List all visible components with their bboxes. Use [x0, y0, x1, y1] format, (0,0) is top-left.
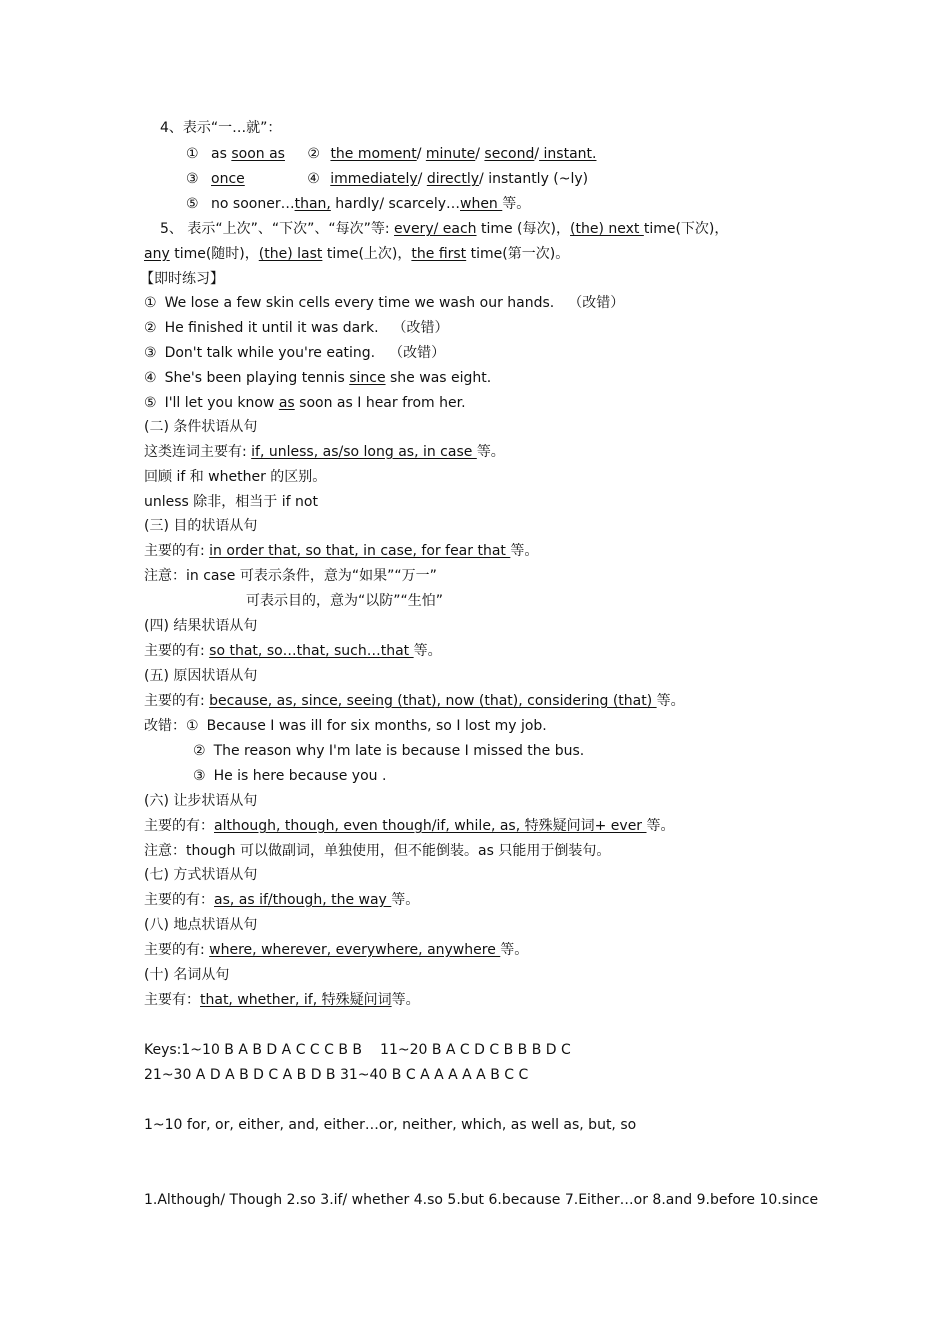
answer-keys-line: 1~10 for, or, either, and, either…or, neither, which, as well as, but, so	[144, 1117, 637, 1133]
section-4-row-3	[186, 195, 530, 213]
text: 11~20 B A C D C B B B D C	[380, 1042, 571, 1058]
underlined-text: as, as if/though, the way	[214, 892, 392, 908]
underlined-text: than,	[294, 196, 331, 212]
text-line	[144, 692, 685, 710]
text: 主要的有:	[144, 543, 210, 559]
underlined-text: the first	[411, 246, 467, 262]
text: Because I was ill for six months, so I lost my job.	[206, 718, 547, 734]
text: 主要的有:	[144, 693, 210, 709]
underlined-text: where, wherever, everywhere, anywhere	[209, 942, 501, 958]
circled-number: ③	[144, 345, 157, 361]
label: 改错：	[144, 718, 186, 734]
text-line	[144, 941, 528, 959]
separator: /	[475, 146, 485, 162]
underlined-text: once	[211, 171, 245, 187]
text: 等。	[656, 693, 685, 709]
text: time(第一次)。	[466, 246, 570, 262]
text: hardly/ scarcely…	[330, 196, 460, 212]
text: The reason why I'm late is because I missed the bus.	[213, 743, 585, 759]
text: Keys:1~10 B A B D A C C C B B	[144, 1042, 363, 1058]
circled-number: ①	[186, 146, 199, 162]
text: 等。	[510, 543, 539, 559]
underlined-text: when	[460, 196, 503, 212]
separator: /	[416, 146, 426, 162]
circled-number: ①	[186, 718, 199, 734]
correction-item	[193, 767, 386, 785]
section-5-line-2	[144, 245, 569, 263]
text: soon as I hear from her.	[294, 395, 466, 411]
underlined-text: if, unless, as/so long as, in case	[251, 444, 477, 460]
answer-keys-line: 1.Although/ Though 2.so 3.if/ whether 4.so 5.but 6.because 7.Either…or 8.and 9.before 10.since	[144, 1192, 819, 1208]
text: time(下次)，	[643, 221, 729, 237]
practice-heading: 【即时练习】	[140, 271, 224, 287]
practice-item	[144, 344, 445, 362]
underlined-text: minute	[425, 146, 476, 162]
text: time (每次)，	[476, 221, 570, 237]
text-line	[144, 817, 675, 835]
circled-number: ③	[193, 768, 206, 784]
circled-number: ⑤	[144, 395, 157, 411]
text-line	[144, 443, 505, 461]
text: Don't talk while you're eating.	[164, 345, 376, 361]
text-line: unless 除非，相当于 if not	[144, 494, 318, 510]
circled-number: ④	[307, 171, 320, 187]
underlined-text: so that, so…that, such…that	[209, 643, 414, 659]
section-heading: (五) 原因状语从句	[144, 668, 258, 684]
circled-number: ④	[144, 370, 157, 386]
underlined-text: although, though, even though/if, while, as, 特殊疑问词+ ever	[214, 818, 647, 834]
section-4-row-1	[186, 145, 596, 163]
text: 等。	[391, 992, 420, 1008]
circled-number: ⑤	[186, 196, 199, 212]
underlined-text: as	[278, 395, 295, 411]
separator: /	[534, 146, 540, 162]
underlined-text: immediately	[330, 171, 418, 187]
section-heading: (六) 让步状语从句	[144, 793, 258, 809]
underlined-text: since	[349, 370, 386, 386]
section-heading: (三) 目的状语从句	[144, 518, 258, 534]
section-heading: (八) 地点状语从句	[144, 917, 258, 933]
text: 等。	[500, 942, 529, 958]
underlined-text: that, whether, if, 特殊疑问词	[200, 992, 392, 1008]
text: We lose a few skin cells every time we wash our hands.	[164, 295, 555, 311]
underlined-text: any	[144, 246, 170, 262]
text: she was eight.	[385, 370, 492, 386]
underlined-text: instant.	[539, 146, 597, 162]
underlined-text: in order that, so that, in case, for fear that	[209, 543, 511, 559]
underlined-text: (the) last	[258, 246, 323, 262]
section-heading: (二) 条件状语从句	[144, 419, 258, 435]
circled-number: ②	[307, 146, 320, 162]
text: 等。	[476, 444, 505, 460]
underlined-text: (the) next	[570, 221, 644, 237]
text: 等。	[646, 818, 675, 834]
practice-item	[144, 369, 491, 387]
section-4-title: 4、表示“一…就”：	[160, 120, 282, 136]
text: 5、 表示“上次”、“下次”、“每次”等:	[160, 221, 395, 237]
text: She's been playing tennis	[164, 370, 350, 386]
practice-item	[144, 394, 466, 412]
circled-number: ②	[144, 320, 157, 336]
correction-item	[193, 742, 584, 760]
text: 等。	[413, 643, 442, 659]
text-line: 注意：in case 可表示条件，意为“如果”“万一”	[144, 568, 437, 584]
answer-keys-line	[144, 1041, 571, 1059]
answer-keys-line: 21~30 A D A B D C A B D B 31~40 B C A A A A A B C C	[144, 1067, 529, 1083]
text: no sooner…	[211, 196, 295, 212]
text-line	[144, 542, 538, 560]
note: （改错）	[389, 345, 446, 361]
section-4-row-2	[186, 170, 588, 188]
underlined-text: second	[484, 146, 535, 162]
note: （改错）	[568, 295, 625, 311]
text-line	[144, 991, 420, 1009]
section-heading: (七) 方式状语从句	[144, 867, 258, 883]
underlined-text: soon as	[231, 146, 285, 162]
text: I'll let you know	[164, 395, 279, 411]
note: （改错）	[392, 320, 449, 336]
text-line	[144, 642, 442, 660]
text-line	[144, 891, 419, 909]
practice-item	[144, 294, 624, 312]
underlined-text: because, as, since, seeing (that), now (that), considering (that)	[209, 693, 657, 709]
text: 等。	[502, 196, 531, 212]
separator: /	[417, 171, 427, 187]
text: as	[211, 146, 232, 162]
text-line: 可表示目的，意为“以防”“生怕”	[246, 593, 444, 609]
text: / instantly (~ly)	[479, 171, 589, 187]
text: time(随时)，	[169, 246, 259, 262]
text-line: 注意：though 可以做副词，单独使用，但不能倒装。as 只能用于倒装句。	[144, 843, 611, 859]
underlined-text: the moment	[330, 146, 417, 162]
circled-number: ①	[144, 295, 157, 311]
text: 等。	[391, 892, 420, 908]
practice-item	[144, 319, 449, 337]
section-heading: (四) 结果状语从句	[144, 618, 258, 634]
text: 主要的有：	[144, 818, 214, 834]
correction-item	[144, 717, 547, 735]
text: 主要的有：	[144, 892, 214, 908]
text: He is here because you .	[213, 768, 387, 784]
section-heading: (十) 名词从句	[144, 967, 230, 983]
underlined-text: every/ each	[394, 221, 477, 237]
text: 主要的有:	[144, 942, 210, 958]
circled-number: ②	[193, 743, 206, 759]
underlined-text: directly	[426, 171, 480, 187]
circled-number: ③	[186, 171, 199, 187]
section-5-line-1	[160, 220, 728, 238]
text: 这类连词主要有:	[144, 444, 252, 460]
text: He finished it until it was dark.	[164, 320, 379, 336]
text: 主要的有:	[144, 643, 210, 659]
text-line: 回顾 if 和 whether 的区别。	[144, 469, 327, 485]
text: time(上次)，	[322, 246, 412, 262]
text: 主要有：	[144, 992, 200, 1008]
